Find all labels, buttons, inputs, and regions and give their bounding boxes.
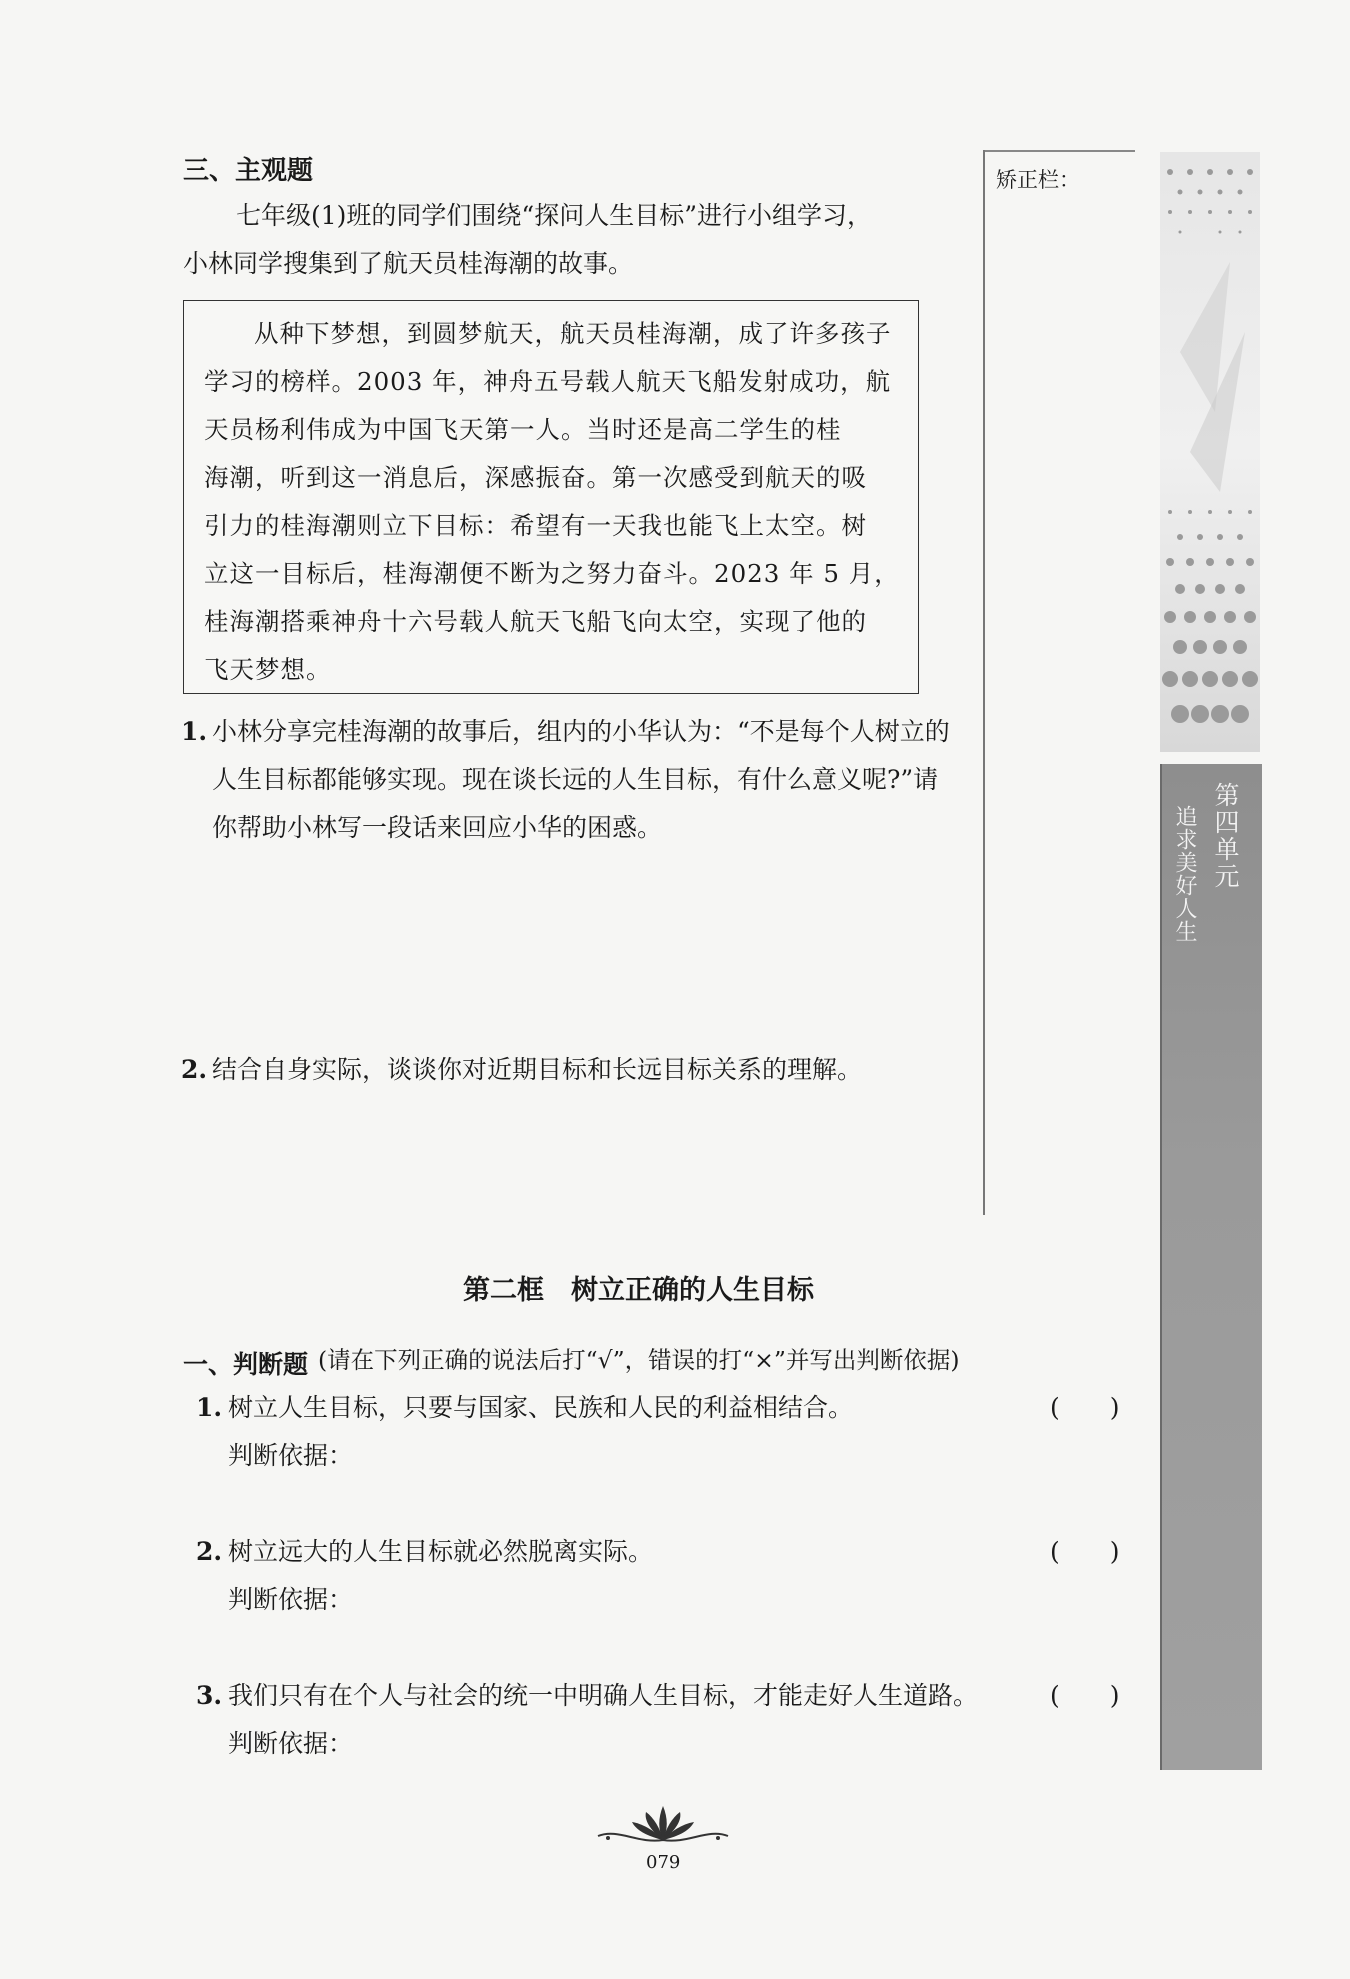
- question-1-line: 你帮助小林写一段话来回应小华的困惑。: [212, 813, 663, 842]
- judge-basis-label: 判断依据：: [228, 1441, 354, 1470]
- side-pattern: [1160, 152, 1260, 752]
- story-line: 从种下梦想，到圆梦航天，航天员桂海潮，成了许多孩子: [254, 319, 892, 348]
- section3-heading: 三、主观题: [183, 156, 314, 186]
- question-1-line: 人生目标都能够实现。现在谈长远的人生目标，有什么意义呢?”请: [212, 765, 939, 794]
- page-number: 079: [646, 1852, 681, 1873]
- judge-item-text: 树立人生目标，只要与国家、民族和人民的利益相结合。: [228, 1393, 854, 1422]
- story-box: [183, 300, 919, 694]
- unit-label: 第四单元: [1211, 782, 1240, 890]
- story-line: 桂海潮搭乘神舟十六号载人航天飞船飞向太空，实现了他的: [204, 607, 867, 636]
- question-1-number: 1.: [181, 717, 208, 746]
- judge-item-number: 1.: [196, 1393, 223, 1422]
- judge-basis-label: 判断依据：: [228, 1585, 354, 1614]
- question-2-text: 结合自身实际，谈谈你对近期目标和长远目标关系的理解。: [212, 1055, 863, 1084]
- story-line: 飞天梦想。: [204, 655, 332, 684]
- judge-item-text: 树立远大的人生目标就必然脱离实际。: [228, 1537, 654, 1566]
- judge-item-text: 我们只有在个人与社会的统一中明确人生目标，才能走好人生道路。: [228, 1681, 979, 1710]
- story-line: 引力的桂海潮则立下目标：希望有一天我也能飞上太空。树: [204, 511, 867, 540]
- answer-parentheses[interactable]: ( ): [1050, 1537, 1120, 1566]
- story-line: 天员杨利伟成为中国飞天第一人。当时还是高二学生的桂: [204, 415, 842, 444]
- unit-title: 追求美好人生: [1172, 805, 1197, 943]
- correction-label: 矫正栏：: [996, 168, 1080, 192]
- answer-parentheses[interactable]: ( ): [1050, 1681, 1120, 1710]
- ornament-icon: [588, 1800, 738, 1850]
- intro-line-1: 七年级(1)班的同学们围绕“探问人生目标”进行小组学习，: [236, 201, 872, 230]
- story-line: 立这一目标后，桂海潮便不断为之努力奋斗。2023 年 5 月，: [204, 559, 900, 588]
- question-2-number: 2.: [181, 1055, 208, 1084]
- judge-heading: 一、判断题: [183, 1350, 309, 1379]
- judge-basis-label: 判断依据：: [228, 1729, 354, 1758]
- intro-line-2: 小林同学搜集到了航天员桂海潮的故事。: [183, 249, 634, 278]
- story-line: 学习的榜样。2003 年，神舟五号载人航天飞船发射成功，航: [204, 367, 892, 396]
- judge-item-number: 3.: [196, 1681, 223, 1710]
- story-line: 海潮，听到这一消息后，深感振奋。第一次感受到航天的吸: [204, 463, 867, 492]
- correction-column-rule: [983, 150, 985, 1215]
- correction-top-rule: [983, 150, 1135, 152]
- answer-parentheses[interactable]: ( ): [1050, 1393, 1120, 1422]
- judge-instruction: (请在下列正确的说法后打“√”，错误的打“×”并写出判断依据): [318, 1346, 960, 1374]
- frame-title: 第二框 树立正确的人生目标: [463, 1275, 814, 1306]
- question-1-line: 小林分享完桂海潮的故事后，组内的小华认为：“不是每个人树立的: [212, 717, 950, 746]
- judge-item-number: 2.: [196, 1537, 223, 1566]
